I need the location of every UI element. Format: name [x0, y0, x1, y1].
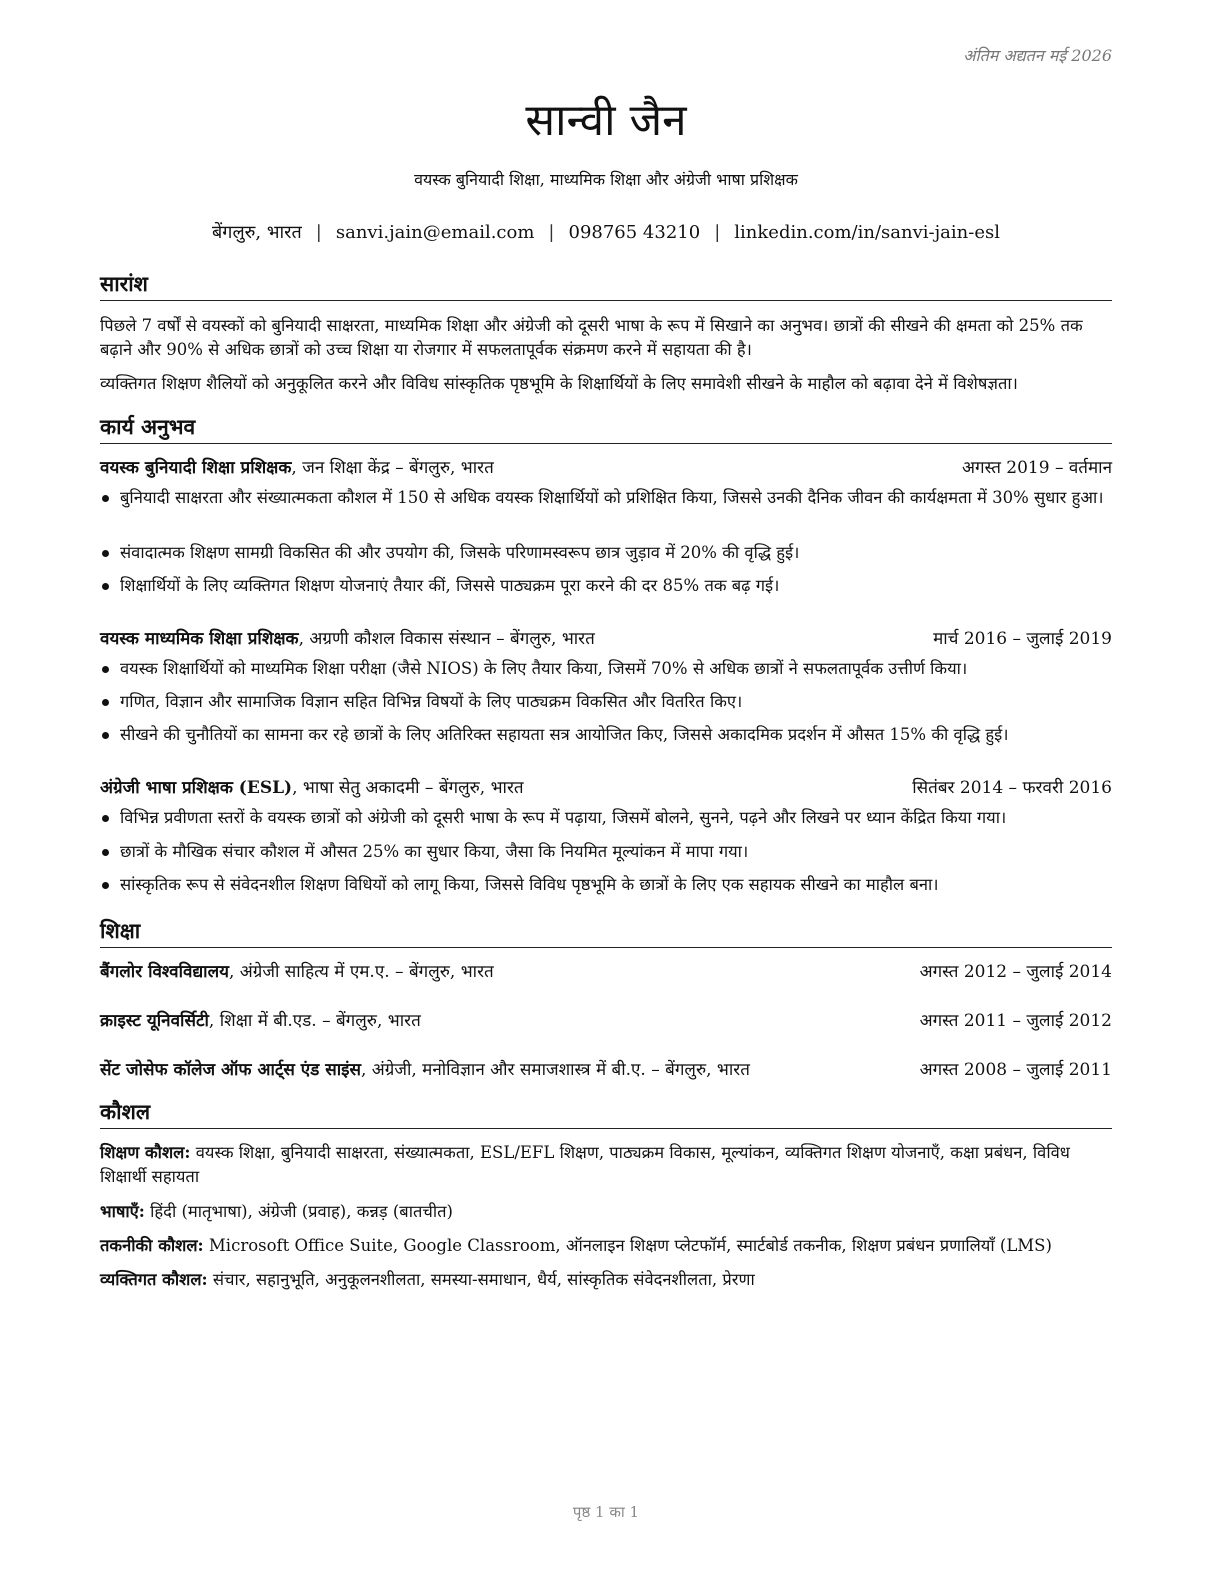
skills-heading: कौशल [100, 1098, 1112, 1129]
skill-row [100, 1200, 1112, 1224]
page-number: पृष्ठ 1 का 1 [572, 1503, 640, 1521]
contact-email[interactable]: sanvi.jain@email.com [335, 222, 535, 243]
summary-paragraph: पिछले 7 वर्षों से वयस्कों को बुनियादी साक्षरता, माध्यमिक शिक्षा और अंग्रेजी को दूसरी भाषा के रूप में सिखाने का अनुभव। छात्रों की सीखने की क्षमता को 25% तक बढ़ाने और 90% से अधिक छात्रों को उच्च शिक्षा या रोजगार में सफलतापूर्वक संक्रमण करने में सहायता की है। [100, 316, 1083, 359]
job-bullet: बुनियादी साक्षरता और संख्यात्मकता कौशल में 150 से अधिक वयस्क शिक्षार्थियों को प्रशिक्षित किया, जिससे उनकी दैनिक जीवन की कार्यक्षमता में 30% सुधार हुआ। [100, 486, 1112, 510]
school-name: क्राइस्ट यूनिवर्सिटी [100, 1011, 209, 1031]
bullet-dot [102, 495, 109, 502]
contact-line [100, 220, 1112, 244]
job-bullet: छात्रों के मौखिक संचार कौशल में औसत 25% का सुधार किया, जैसा कि नियमित मूल्यांकन में मापा गया। [100, 840, 1112, 864]
education-dates: अगस्त 2011 – जुलाई 2012 [919, 1011, 1112, 1031]
contact-linkedin[interactable]: linkedin.com/in/sanvi-jain-esl [734, 222, 1000, 243]
bullet-dot [102, 815, 109, 822]
job-dates: मार्च 2016 – जुलाई 2019 [933, 629, 1112, 649]
contact-separator: | [315, 222, 322, 243]
skill-row [100, 1268, 1112, 1292]
bullet-dot [102, 849, 109, 856]
candidate-name: सान्वी जैन [525, 95, 687, 146]
skill-value: वयस्क शिक्षा, बुनियादी साक्षरता, संख्यात्मकता, ESL/EFL शिक्षण, पाठ्यक्रम विकास, मूल्यांकन, व्यक्तिगत शिक्षण योजनाएँ, कक्षा प्रबंधन, विविध शिक्षार्थी सहायता [100, 1143, 1070, 1186]
contact-location: बेंगलुरु, भारत [212, 222, 302, 243]
job-bullet: विभिन्न प्रवीणता स्तरों के वयस्क छात्रों को अंग्रेजी को दूसरी भाषा के रूप में पढ़ाया, जिसमें बोलने, सुनने, पढ़ने और लिखने पर ध्यान केंद्रित किया गया। [100, 806, 1112, 830]
tagline: वयस्क बुनियादी शिक्षा, माध्यमिक शिक्षा और अंग्रेजी भाषा प्रशिक्षक [414, 170, 798, 189]
job-bullet: संवादात्मक शिक्षण सामग्री विकसित की और उपयोग की, जिसके परिणामस्वरूप छात्र जुड़ाव में 20% की वृद्धि हुई। [100, 541, 1112, 565]
summary-heading: सारांश [100, 270, 1112, 301]
school-name: सेंट जोसेफ कॉलेज ऑफ आर्ट्स एंड साइंस [100, 1060, 361, 1080]
degree-detail: , शिक्षा में बी.एड. – बेंगलुरु, भारत [208, 1011, 421, 1031]
skill-value: Microsoft Office Suite, Google Classroom, ऑनलाइन शिक्षण प्लेटफॉर्म, स्मार्टबोर्ड तकनीक, शिक्षण प्रबंधन प्रणालियाँ (LMS) [203, 1236, 1052, 1255]
job-org: , अग्रणी कौशल विकास संस्थान – बेंगलुरु, भारत [298, 629, 595, 649]
experience-heading: कार्य अनुभव [100, 413, 1112, 444]
skill-value: हिंदी (मातृभाषा), अंग्रेजी (प्रवाह), कन्नड़ (बातचीत) [144, 1202, 453, 1221]
degree-detail: , अंग्रेजी साहित्य में एम.ए. – बेंगलुरु, भारत [228, 962, 494, 982]
job-bullet: वयस्क शिक्षार्थियों को माध्यमिक शिक्षा परीक्षा (जैसे NIOS) के लिए तैयार किया, जिसमें 70% से अधिक छात्रों ने सफलतापूर्वक उत्तीर्ण किया। [100, 657, 1112, 681]
bullet-dot [102, 882, 109, 889]
skill-label: व्यक्तिगत कौशल: [100, 1270, 208, 1289]
job-dates: सितंबर 2014 – फरवरी 2016 [912, 778, 1112, 798]
contact-phone: 098765 43210 [568, 222, 701, 243]
contact-separator: | [548, 222, 555, 243]
bullet-dot [102, 550, 109, 557]
job-title: वयस्क माध्यमिक शिक्षा प्रशिक्षक [100, 629, 299, 649]
job-bullet: सांस्कृतिक रूप से संवेदनशील शिक्षण विधियों को लागू किया, जिससे विविध पृष्ठभूमि के छात्रों के लिए एक सहायक सीखने का माहौल बना। [100, 873, 1112, 897]
skill-label: भाषाएँ: [100, 1202, 145, 1221]
skill-value: संचार, सहानुभूति, अनुकूलनशीलता, समस्या-समाधान, धैर्य, सांस्कृतिक संवेदनशीलता, प्रेरणा [207, 1270, 755, 1289]
job-dates: अगस्त 2019 – वर्तमान [962, 458, 1112, 478]
bullet-dot [102, 732, 109, 739]
last-updated: अंतिम अद्यतन मई 2026 [963, 46, 1112, 65]
job-org: , जन शिक्षा केंद्र – बेंगलुरु, भारत [291, 458, 494, 478]
job-title: वयस्क बुनियादी शिक्षा प्रशिक्षक [100, 458, 292, 478]
education-dates: अगस्त 2012 – जुलाई 2014 [919, 962, 1112, 982]
bullet-dot [102, 699, 109, 706]
job-title: अंग्रेजी भाषा प्रशिक्षक (ESL) [100, 778, 293, 798]
bullet-dot [102, 666, 109, 673]
job-bullet: गणित, विज्ञान और सामाजिक विज्ञान सहित विभिन्न विषयों के लिए पाठ्यक्रम विकसित और वितरित किए। [100, 690, 1112, 714]
skill-label: शिक्षण कौशल: [100, 1143, 191, 1162]
skill-label: तकनीकी कौशल: [100, 1236, 204, 1255]
job-org: , भाषा सेतु अकादमी – बेंगलुरु, भारत [292, 778, 524, 798]
skill-row [100, 1141, 1112, 1189]
resume-page [100, 0, 1112, 1584]
education-heading: शिक्षा [100, 917, 1112, 948]
job-bullet: सीखने की चुनौतियों का सामना कर रहे छात्रों के लिए अतिरिक्त सहायता सत्र आयोजित किए, जिससे अकादमिक प्रदर्शन में औसत 15% की वृद्धि हुई। [100, 723, 1112, 747]
skill-row [100, 1234, 1112, 1258]
summary-paragraph: व्यक्तिगत शिक्षण शैलियों को अनुकूलित करने और विविध सांस्कृतिक पृष्ठभूमि के शिक्षार्थियों के लिए समावेशी सीखने के माहौल को बढ़ावा देने में विशेषज्ञता। [100, 374, 1018, 393]
contact-separator: | [714, 222, 721, 243]
degree-detail: , अंग्रेजी, मनोविज्ञान और समाजशास्त्र में बी.ए. – बेंगलुरु, भारत [360, 1060, 750, 1080]
bullet-dot [102, 583, 109, 590]
education-dates: अगस्त 2008 – जुलाई 2011 [919, 1060, 1112, 1080]
school-name: बैंगलोर विश्वविद्यालय [100, 962, 229, 982]
job-bullet: शिक्षार्थियों के लिए व्यक्तिगत शिक्षण योजनाएं तैयार कीं, जिससे पाठ्यक्रम पूरा करने की दर 85% तक बढ़ गई। [100, 574, 1112, 598]
